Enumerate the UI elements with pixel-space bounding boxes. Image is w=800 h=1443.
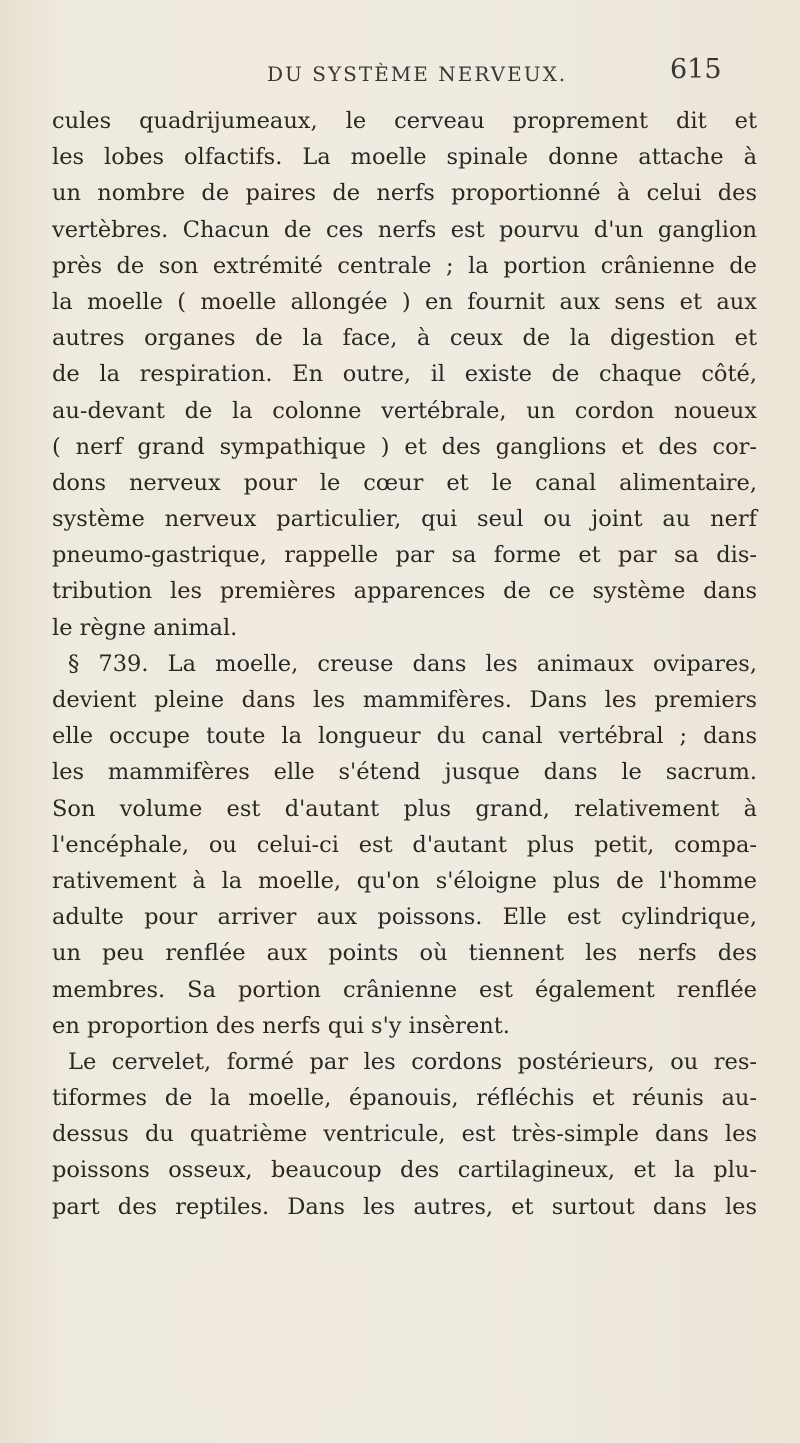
text-line: devient pleine dans les mammifères. Dans les premiers [52,687,757,713]
text-line: adulte pour arriver aux poissons. Elle est cylindrique, [52,904,757,931]
text-line: cules quadrijumeaux, le cerveau proprement dit et [52,108,757,134]
text-line: membres. Sa portion crânienne est également renflée [52,976,757,1003]
text-line: la moelle ( moelle allongée ) en fournit aux sens et aux [52,288,757,315]
text-line: Son volume est d'autant plus grand, relativement à [52,795,757,822]
text-line: un peu renflée aux points où tiennent les nerfs des [52,940,757,967]
text-line: près de son extrémité centrale ; la portion crânienne de [52,252,757,279]
text-line: les lobes olfactifs. La moelle spinale donne attache à [52,144,757,171]
paragraph-start-line: Le cervelet, formé par les cordons postérieurs, ou res- [68,1048,757,1075]
text-line: elle occupe toute la longueur du canal vertébral ; dans [52,723,757,750]
text-line: dons nerveux pour le cœur et le canal alimentaire, [52,469,757,496]
body-text [52,103,757,1225]
text-line: tiformes de la moelle, épanouis, réfléchis et réunis au- [52,1085,757,1112]
page-number: 615 [670,54,722,85]
text-line: dessus du quatrième ventricule, est très-simple dans les [52,1121,757,1148]
text-line: poissons osseux, beaucoup des cartilagineux, et la plu- [52,1157,757,1184]
text-line: en proportion des nerfs qui s'y insèrent. [52,1012,510,1039]
running-head [0,54,800,92]
text-line: au-devant de la colonne vertébrale, un cordon noueux [52,397,757,424]
text-line: part des reptiles. Dans les autres, et surtout dans les [52,1193,757,1220]
text-line: rativement à la moelle, qu'on s'éloigne plus de l'homme [52,867,757,894]
paragraph-start-line: § 739. La moelle, creuse dans les animaux ovipares, [68,650,757,677]
text-line: pneumo-gastrique, rappelle par sa forme et par sa dis- [52,542,757,569]
text-line: ( nerf grand sympathique ) et des ganglions et des cor- [52,433,757,460]
text-line: système nerveux particulier, qui seul ou joint au nerf [52,506,757,533]
text-line: autres organes de la face, à ceux de la digestion et [52,325,757,352]
text-line: vertèbres. Chacun de ces nerfs est pourvu d'un ganglion [52,216,757,243]
text-line: de la respiration. En outre, il existe de chaque côté, [52,361,757,388]
text-line: tribution les premières apparences de ce système dans [52,578,757,605]
text-line: le règne animal. [52,614,238,641]
text-line: un nombre de paires de nerfs proportionné à celui des [52,180,757,207]
text-line: les mammifères elle s'étend jusque dans le sacrum. [52,759,757,786]
text-line: l'encéphale, ou celui-ci est d'autant plus petit, compa- [52,831,757,858]
running-title: DU SYSTÈME NERVEUX. [267,62,568,86]
